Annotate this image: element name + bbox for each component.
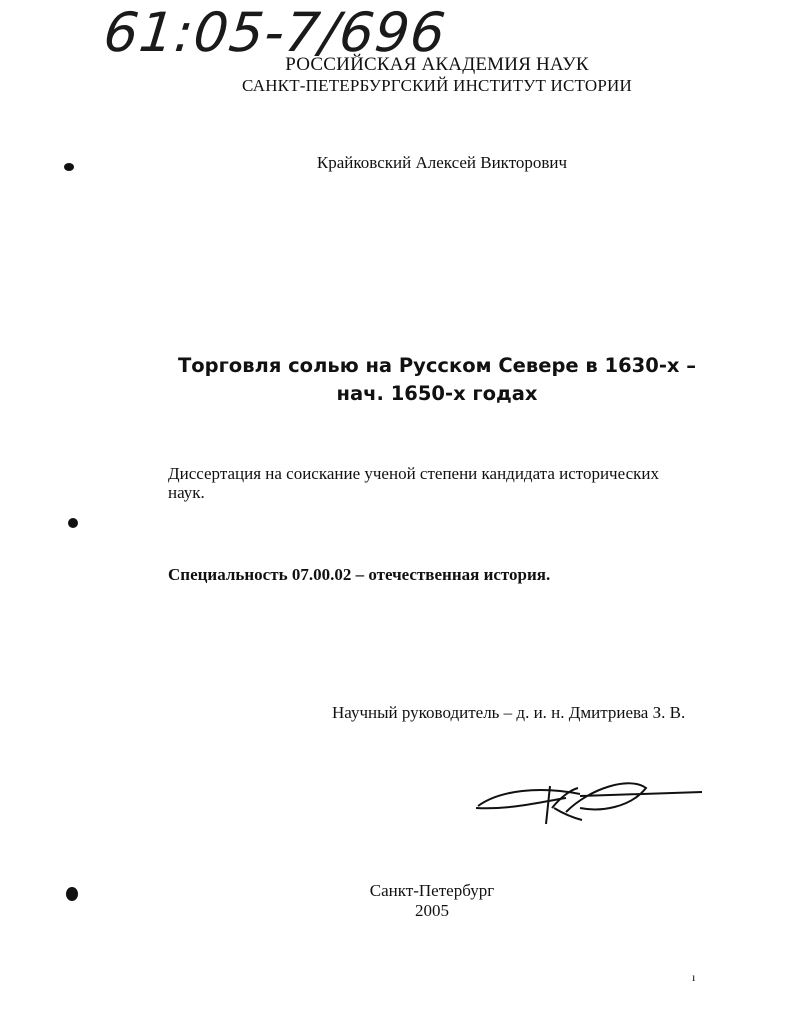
title-line-2: нач. 1650-х годах	[336, 382, 538, 405]
signature	[470, 768, 710, 840]
handwritten-archive-number: 61:05-7/696	[100, 1, 450, 64]
specialty-line: Специальность 07.00.02 – отечественная история.	[168, 565, 551, 584]
page-number: ı	[692, 970, 696, 984]
city: Санкт-Петербург	[369, 881, 495, 900]
academy-name: РОССИЙСКАЯ АКАДЕМИЯ НАУК	[285, 54, 589, 75]
title-line-1: Торговля солью на Русском Севере в 1630-х –	[177, 354, 697, 377]
city-year-block	[0, 881, 794, 921]
author-name: Крайковский Алексей Викторович	[316, 153, 568, 172]
ink-blot-mark	[68, 518, 78, 528]
dissertation-description: Диссертация на соискание ученой степени кандидата исторических наук.	[168, 464, 659, 502]
scientific-advisor: Научный руководитель – д. и. н. Дмитриева З. В.	[332, 703, 686, 722]
year: 2005	[415, 901, 449, 920]
institute-name: САНКТ-ПЕТЕРБУРГСКИЙ ИНСТИТУТ ИСТОРИИ	[242, 76, 632, 95]
dissertation-title	[0, 352, 794, 408]
